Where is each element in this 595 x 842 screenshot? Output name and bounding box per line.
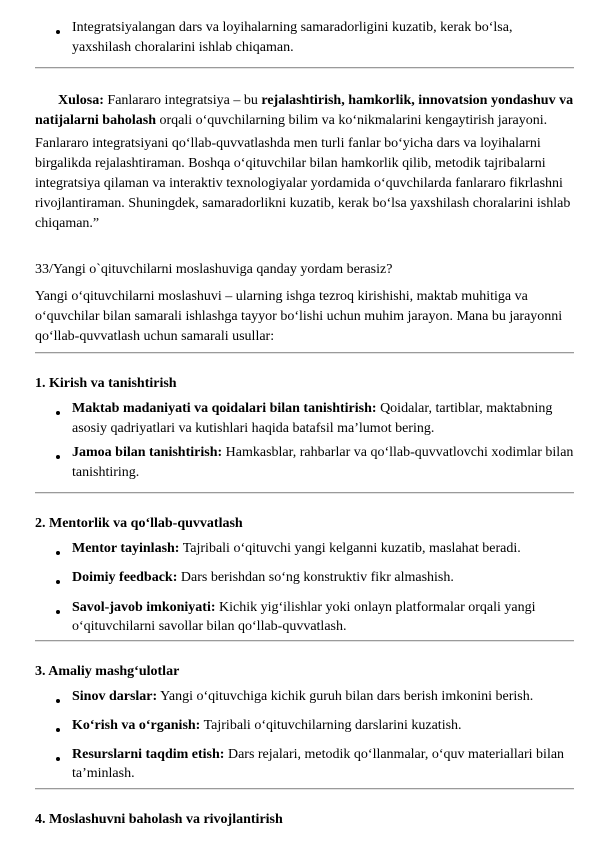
summary-line2 — [35, 111, 547, 131]
list-item — [72, 568, 454, 588]
intro-line: o‘quvchilar bilan samarali ishlashga tayyor bo‘lishi uchun muhim jarayon. Mana bu jarayonni — [35, 309, 563, 324]
summary-bold: rejalashtirish, hamkorlik, innovatsion yondashuv va — [261, 93, 574, 108]
bullet-dot — [56, 30, 60, 34]
divider — [35, 788, 574, 790]
bullet-dot — [56, 728, 60, 732]
summary-label: Xulosa: — [58, 93, 104, 108]
item-bold: Resurslarni taqdim etish: — [72, 747, 225, 762]
divider — [35, 67, 574, 69]
item-bold: Mentor tayinlash: — [72, 541, 180, 556]
list-item — [72, 598, 536, 618]
paragraph-line: rivojlantiraman. Shuningdek, samaradorlikni kuzatib, kerak bo‘lsa yaxshilash choralarini ishlab — [35, 196, 571, 211]
divider — [35, 640, 574, 642]
bullet-dot — [56, 411, 60, 415]
section-heading: 3. Amaliy mashg‘ulotlar — [35, 664, 180, 679]
section-heading: 1. Kirish va tanishtirish — [35, 376, 177, 391]
intro-line: Yangi o‘qituvchilarni moslashuvi – ularning ishga tezroq kirishishi, maktab muhitiga va — [35, 289, 528, 304]
bullet-dot — [56, 455, 60, 459]
divider — [35, 352, 574, 354]
paragraph-line: Fanlararo integratsiyani qo‘llab-quvvatlashda men turli fanlar bo‘yicha dars va loyihalarni — [35, 136, 541, 151]
item-text: Qoidalar, tartiblar, maktabning — [376, 401, 553, 416]
item-bold: Maktab madaniyati va qoidalari bilan tanishtirish: — [72, 401, 377, 416]
top-item-line2: yaxshilash choralarini ishlab chiqaman. — [72, 40, 294, 55]
list-item — [72, 399, 552, 419]
list-item-cont: tanishtiring. — [72, 465, 140, 480]
list-item-cont: asosiy qadriyatlari va kutishlari haqida batafsil ma’lumot bering. — [72, 421, 435, 436]
item-text: Tajribali o‘qituvchi yangi kelganni kuzatib, maslahat beradi. — [179, 541, 521, 556]
summary-text: Fanlararo integratsiya – bu — [103, 93, 262, 108]
item-text: Kichik yig‘ilishlar yoki onlayn platformalar orqali yangi — [215, 600, 536, 615]
top-item-line1: Integratsiyalangan dars va loyihalarning samaradorligini kuzatib, kerak bo‘lsa, — [72, 20, 513, 35]
list-item-cont: o‘qituvchilarni savollar bilan qo‘llab-quvvatlash. — [72, 619, 347, 634]
section-heading: 2. Mentorlik va qo‘llab-quvvatlash — [35, 516, 243, 531]
bullet-dot — [56, 757, 60, 761]
divider — [35, 492, 574, 494]
paragraph-line: integratsiya qilaman va interaktiv texnologiyalar yordamida o‘quvchilarda fanlararo fikrlashni — [35, 176, 563, 191]
summary-line1 — [58, 91, 573, 111]
item-bold: Savol-javob imkoniyati: — [72, 600, 216, 615]
item-bold: Jamoa bilan tanishtirish: — [72, 445, 223, 460]
item-bold: Doimiy feedback: — [72, 570, 178, 585]
paragraph-line: chiqaman.” — [35, 216, 100, 231]
intro-line: qo‘llab-quvvatlash uchun samarali usullar: — [35, 329, 275, 344]
list-item — [72, 687, 533, 707]
item-text: Dars berishdan so‘ng konstruktiv fikr almashish. — [177, 570, 454, 585]
list-item — [72, 745, 564, 765]
section-heading: 4. Moslashuvni baholash va rivojlantirish — [35, 812, 283, 827]
list-item — [72, 443, 573, 463]
item-bold: Ko‘rish va o‘rganish: — [72, 718, 201, 733]
bullet-dot — [56, 580, 60, 584]
list-item — [72, 716, 462, 736]
item-bold: Sinov darslar: — [72, 689, 158, 704]
question-heading: 33/Yangi o`qituvchilarni moslashuviga qanday yordam berasiz? — [35, 262, 393, 277]
list-item-cont: ta’minlash. — [72, 766, 135, 781]
list-item — [72, 539, 521, 559]
bullet-dot — [56, 551, 60, 555]
item-text: Tajribali o‘qituvchilarning darslarini kuzatish. — [200, 718, 462, 733]
bullet-dot — [56, 610, 60, 614]
item-text: Hamkasblar, rahbarlar va qo‘llab-quvvatlovchi xodimlar bilan — [222, 445, 574, 460]
summary-text: orqali o‘quvchilarning bilim va ko‘nikmalarini kengaytirish jarayoni. — [155, 113, 548, 128]
bullet-dot — [56, 699, 60, 703]
paragraph-line: birgalikda rejalashtiraman. Boshqa o‘qituvchilar bilan hamkorlik qilib, metodik tajribalarni — [35, 156, 546, 171]
summary-bold: natijalarni baholash — [35, 113, 156, 128]
item-text: Dars rejalari, metodik qo‘llanmalar, o‘quv materiallari bilan — [224, 747, 565, 762]
item-text: Yangi o‘qituvchiga kichik guruh bilan dars berish imkonini berish. — [157, 689, 534, 704]
